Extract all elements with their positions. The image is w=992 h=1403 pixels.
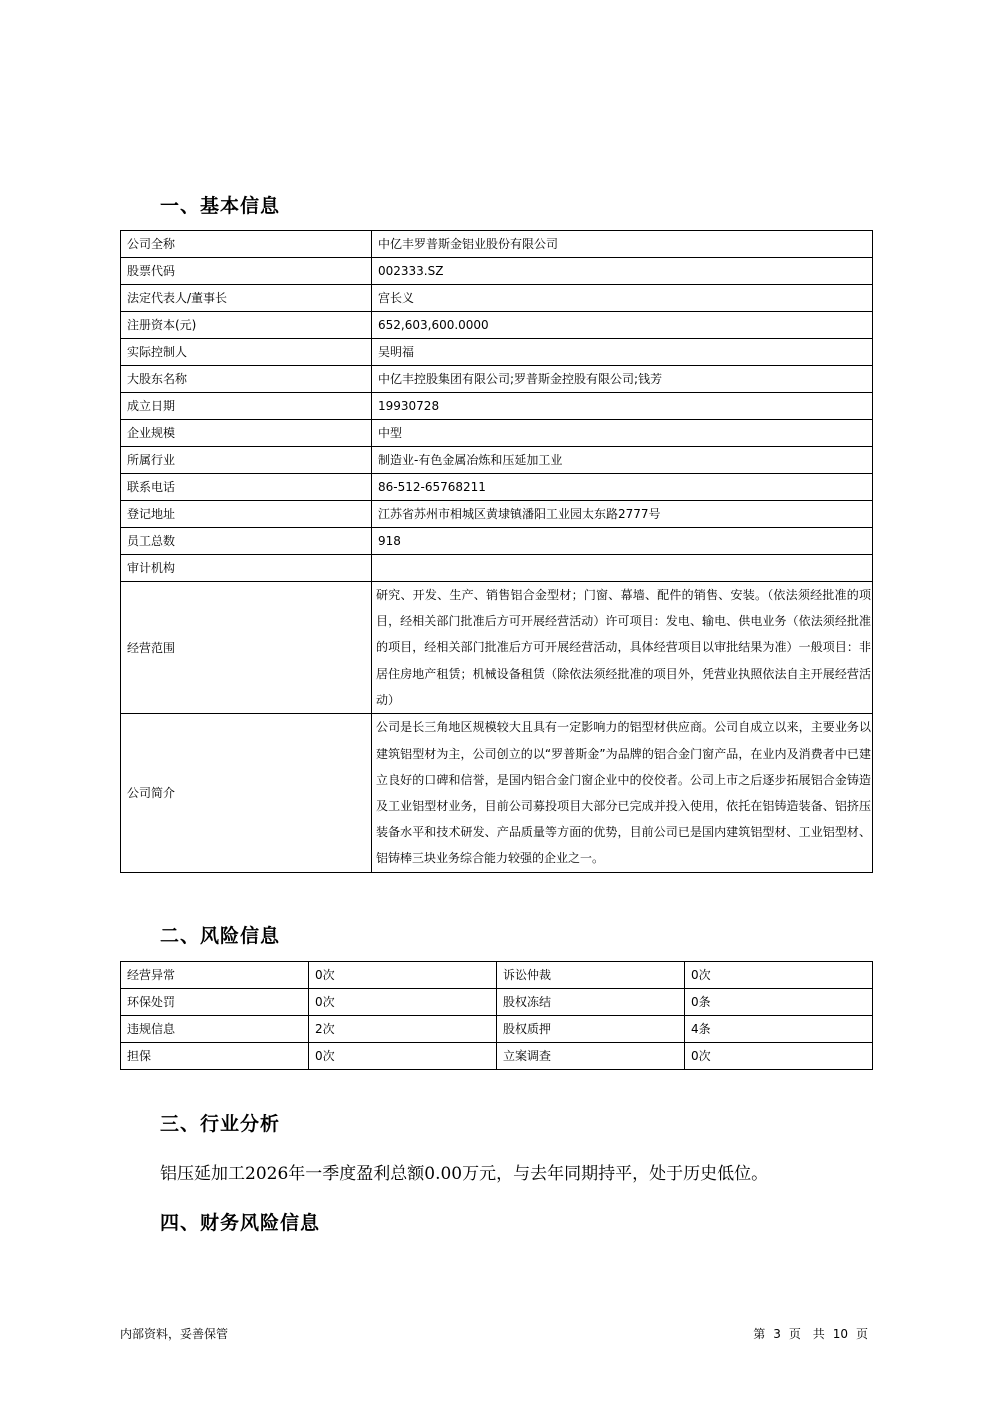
risk-label: 股权冻结	[497, 989, 685, 1016]
field-label: 经营范围	[121, 582, 372, 714]
risk-value: 0次	[685, 1043, 873, 1070]
section-title-basic: 一、基本信息	[160, 195, 281, 217]
table-row	[121, 555, 873, 582]
risk-info-table	[120, 961, 873, 1070]
field-label: 法定代表人/董事长	[121, 285, 372, 312]
table-row	[121, 1043, 873, 1070]
page-number: 3	[773, 1327, 781, 1341]
field-value: 002333.SZ	[372, 258, 873, 285]
field-label: 公司简介	[121, 714, 372, 873]
field-value: 江苏省苏州市相城区黄埭镇潘阳工业园太东路2777号	[372, 501, 873, 528]
field-value	[372, 555, 873, 582]
table-row	[121, 366, 873, 393]
risk-label: 立案调查	[497, 1043, 685, 1070]
risk-value: 2次	[309, 1016, 497, 1043]
field-label: 大股东名称	[121, 366, 372, 393]
field-value: 宫长义	[372, 285, 873, 312]
page-unit: 页	[788, 1327, 801, 1341]
field-value: 86-512-65768211	[372, 474, 873, 501]
risk-label: 经营异常	[121, 962, 309, 989]
table-row	[121, 582, 873, 714]
risk-label: 担保	[121, 1043, 309, 1070]
field-label: 联系电话	[121, 474, 372, 501]
table-row	[121, 474, 873, 501]
page-prefix: 第	[753, 1327, 766, 1341]
field-label: 审计机构	[121, 555, 372, 582]
company-profile-text: 公司是长三角地区规模较大且具有一定影响力的铝型材供应商。公司自成立以来，主要业务以建筑铝型材为主，公司创立的以“罗普斯金”为品牌的铝合金门窗产品，在业内及消费者中已建立良好的口碑和信誉，是国内铝合金门窗企业中的佼佼者。公司上市之后逐步拓展铝合金铸造及工业铝型材业务，目前公司募投项目大部分已完成并投入使用，依托在铝铸造装备、铝挤压装备水平和技术研发、产品质量等方面的优势，目前公司已是国内建筑铝型材、工业铝型材、铝铸棒三块业务综合能力较强的企业之一。	[372, 714, 873, 873]
table-row	[121, 339, 873, 366]
field-value: 制造业-有色金属冶炼和压延加工业	[372, 447, 873, 474]
table-row	[121, 501, 873, 528]
business-scope-text: 研究、开发、生产、销售铝合金型材；门窗、幕墙、配件的销售、安装。（依法须经批准的项目，经相关部门批准后方可开展经营活动）许可项目：发电、输电、供电业务（依法须经批准的项目，经相关部门批准后方可开展经营活动，具体经营项目以审批结果为准）一般项目：非居住房地产租赁；机械设备租赁（除依法须经批准的项目外，凭营业执照依法自主开展经营活动）	[372, 582, 873, 714]
risk-value: 0次	[685, 962, 873, 989]
field-value: 652,603,600.0000	[372, 312, 873, 339]
table-row	[121, 1016, 873, 1043]
field-value: 中亿丰罗普斯金铝业股份有限公司	[372, 231, 873, 258]
basic-info-table	[120, 230, 873, 873]
risk-label: 违规信息	[121, 1016, 309, 1043]
risk-value: 0次	[309, 962, 497, 989]
table-row	[121, 258, 873, 285]
field-label: 员工总数	[121, 528, 372, 555]
table-row	[121, 393, 873, 420]
field-label: 实际控制人	[121, 339, 372, 366]
field-label: 注册资本(元)	[121, 312, 372, 339]
field-value: 中型	[372, 420, 873, 447]
table-row	[121, 528, 873, 555]
table-row	[121, 714, 873, 873]
field-label: 公司全称	[121, 231, 372, 258]
field-label: 成立日期	[121, 393, 372, 420]
table-row	[121, 312, 873, 339]
table-row	[121, 962, 873, 989]
field-value: 中亿丰控股集团有限公司;罗普斯金控股有限公司;钱芳	[372, 366, 873, 393]
field-label: 登记地址	[121, 501, 372, 528]
table-row	[121, 285, 873, 312]
industry-analysis-text: 铝压延加工2026年一季度盈利总额0.00万元，与去年同期持平，处于历史低位。	[160, 1164, 769, 1184]
field-label: 股票代码	[121, 258, 372, 285]
table-row	[121, 420, 873, 447]
table-row	[121, 447, 873, 474]
field-label: 所属行业	[121, 447, 372, 474]
table-row	[121, 989, 873, 1016]
total-prefix: 共	[812, 1327, 825, 1341]
section-title-industry: 三、行业分析	[160, 1113, 281, 1135]
field-value: 19930728	[372, 393, 873, 420]
risk-value: 4条	[685, 1016, 873, 1043]
field-label: 企业规模	[121, 420, 372, 447]
field-value: 吴明福	[372, 339, 873, 366]
total-pages: 10	[832, 1327, 848, 1341]
section-title-finance: 四、财务风险信息	[160, 1212, 321, 1234]
risk-value: 0次	[309, 1043, 497, 1070]
section-title-risk: 二、风险信息	[160, 925, 281, 947]
risk-label: 股权质押	[497, 1016, 685, 1043]
total-unit: 页	[855, 1327, 868, 1341]
risk-value: 0条	[685, 989, 873, 1016]
risk-value: 0次	[309, 989, 497, 1016]
table-row	[121, 231, 873, 258]
footer-confidential-note: 内部资料，妥善保管	[120, 1327, 229, 1341]
field-value: 918	[372, 528, 873, 555]
risk-label: 诉讼仲裁	[497, 962, 685, 989]
footer-page-info	[749, 1325, 872, 1342]
risk-label: 环保处罚	[121, 989, 309, 1016]
